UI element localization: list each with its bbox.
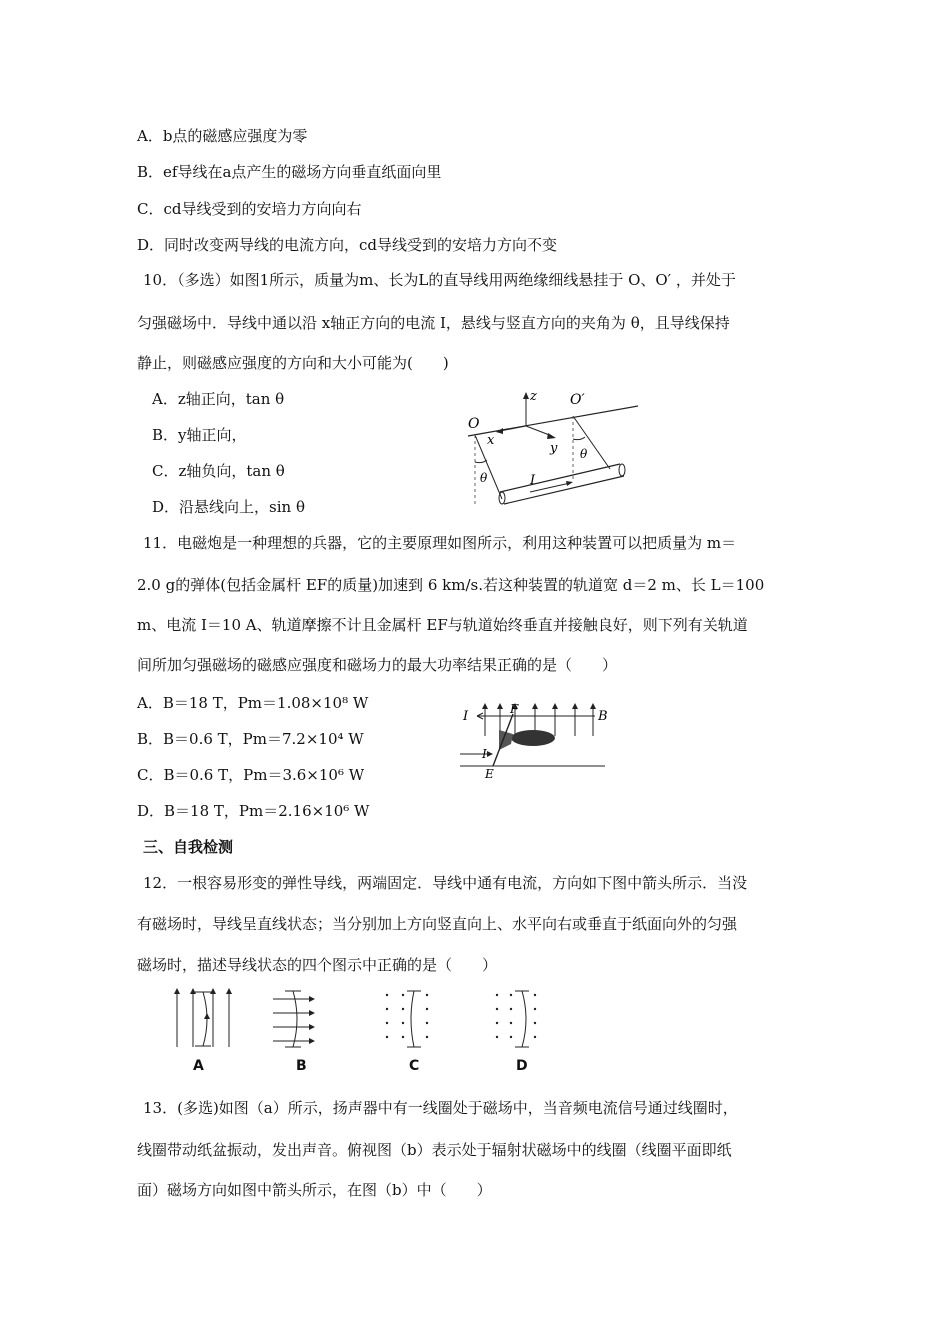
q10-label-i: I xyxy=(530,473,536,488)
q11-figure xyxy=(455,700,615,780)
q13-line-1: 13．(多选)如图（a）所示，扬声器中有一线圈处于磁场中，当音频电流信号通过线圈时， xyxy=(143,1099,738,1117)
q10-label-theta-left: θ xyxy=(480,471,488,485)
q12-label-d: D xyxy=(516,1058,528,1074)
q10-label-o: O xyxy=(468,416,480,432)
q12-figure xyxy=(165,985,565,1055)
q10-line-2: 匀强磁场中．导线中通以沿 x轴正方向的电流 I，悬线与竖直方向的夹角为 θ，且导线保持 xyxy=(137,314,730,332)
q10-label-theta-right: θ xyxy=(580,447,588,461)
q11-option-a: A．B＝18 T，Pm＝1.08×10⁸ W xyxy=(137,694,369,712)
q10-label-oprime: O′ xyxy=(570,392,585,408)
q11-label-f: F xyxy=(510,702,519,716)
q10-option-d: D．沿悬线向上，sin θ xyxy=(152,498,305,516)
q10-figure xyxy=(460,384,650,514)
q11-line-4: 间所加匀强磁场的磁感应强度和磁场力的最大功率结果正确的是（ ） xyxy=(137,656,618,674)
section-title: 三、自我检测 xyxy=(143,838,234,856)
q12-line-1: 12．一根容易形变的弹性导线，两端固定．导线中通有电流，方向如下图中箭头所示．当没 xyxy=(143,874,748,892)
q12-label-c: C xyxy=(409,1058,420,1074)
q9-option-a: A．b点的磁感应强度为零 xyxy=(137,127,308,145)
q11-line-1: 11．电磁炮是一种理想的兵器，它的主要原理如图所示，利用这种装置可以把质量为 m＝ xyxy=(143,534,737,552)
q12-line-3: 磁场时，描述导线状态的四个图示中正确的是（ ） xyxy=(137,956,498,974)
q9-option-d: D．同时改变两导线的电流方向，cd导线受到的安培力方向不变 xyxy=(137,236,558,254)
q10-label-z: z xyxy=(530,389,537,404)
q11-label-i-bottom: I xyxy=(482,747,487,761)
q10-line-3: 静止，则磁感应强度的方向和大小可能为( ) xyxy=(137,354,449,372)
q11-option-b: B．B＝0.6 T，Pm＝7.2×10⁴ W xyxy=(137,730,364,748)
q11-option-c: C．B＝0.6 T，Pm＝3.6×10⁶ W xyxy=(137,766,365,784)
q9-option-b: B．ef导线在a点产生的磁场方向垂直纸面向里 xyxy=(137,163,442,181)
q13-line-2: 线圈带动纸盆振动，发出声音。俯视图（b）表示处于辐射状磁场中的线圈（线圈平面即纸 xyxy=(137,1141,732,1159)
q11-label-e: E xyxy=(485,767,494,780)
q10-option-c: C．z轴负向，tan θ xyxy=(152,462,285,480)
q11-option-d: D．B＝18 T，Pm＝2.16×10⁶ W xyxy=(137,802,370,820)
q10-option-b: B．y轴正向， xyxy=(152,426,247,444)
q9-option-c: C．cd导线受到的安培力方向向右 xyxy=(137,200,362,218)
q10-label-y: y xyxy=(550,441,558,456)
q10-option-a: A．z轴正向，tan θ xyxy=(152,390,285,408)
q11-label-i-top: I xyxy=(463,709,469,724)
q13-line-3: 面）磁场方向如图中箭头所示，在图（b）中（ ） xyxy=(137,1181,492,1199)
q11-line-2: 2.0 g的弹体(包括金属杆 EF的质量)加速到 6 km/s.若这种装置的轨道宽 d＝2 m、长 L＝100 xyxy=(137,576,765,594)
q12-label-b: B xyxy=(296,1058,307,1074)
q12-label-a: A xyxy=(193,1058,204,1074)
q11-line-3: m、电流 I＝10 A、轨道摩擦不计且金属杆 EF与轨道始终垂直并接触良好，则下列有关轨道 xyxy=(137,616,748,634)
q10-label-x: x xyxy=(487,433,495,448)
q10-line-1: 10．（多选）如图1所示，质量为m、长为L的直导线用两绝缘细线悬挂于 O、O′ ，并处于 xyxy=(143,271,736,289)
q12-line-2: 有磁场时，导线呈直线状态；当分别加上方向竖直向上、水平向右或垂直于纸面向外的匀强 xyxy=(137,915,738,933)
q11-label-b: B xyxy=(598,709,608,724)
